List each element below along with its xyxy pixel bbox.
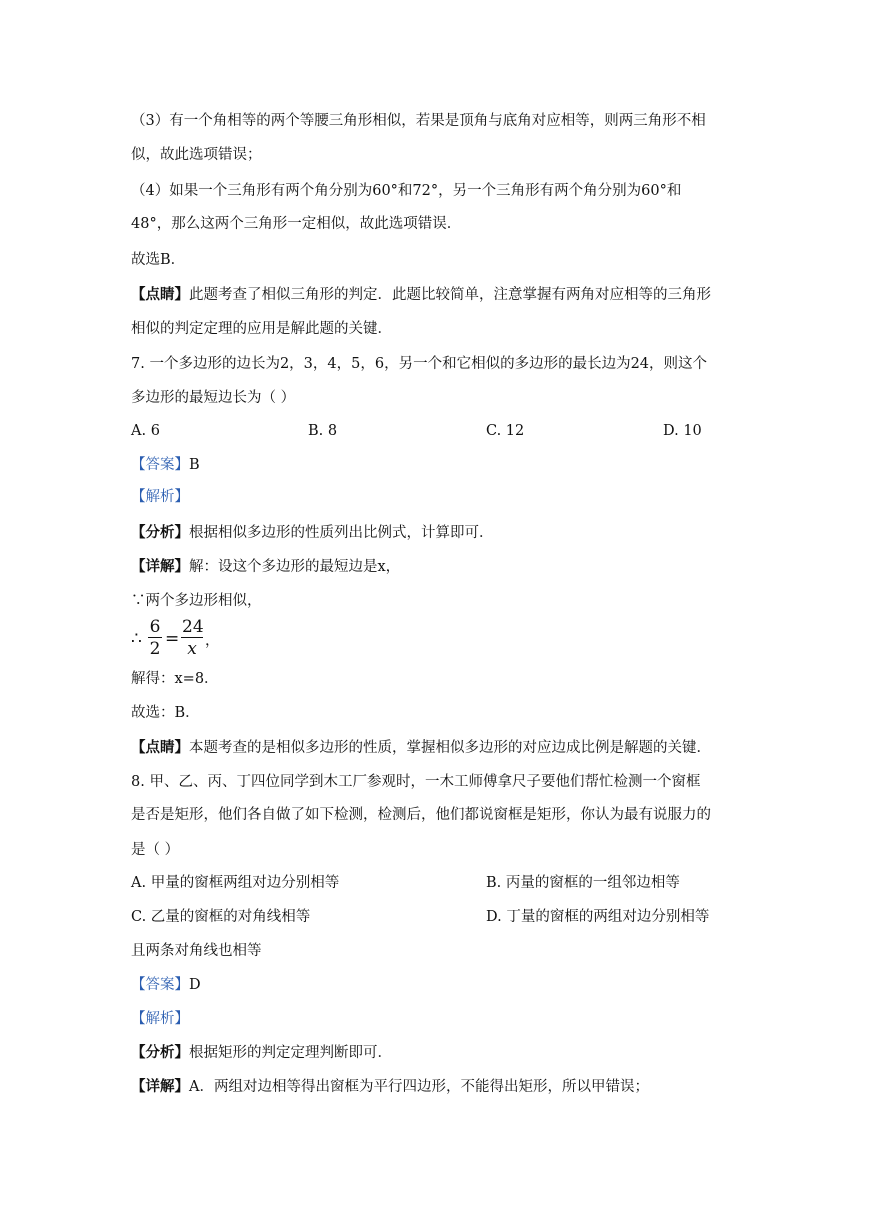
text-line: 似，故此选项错误； (131, 147, 262, 163)
answer-tag: 【答案】 (131, 977, 189, 993)
analysis-line (131, 1043, 392, 1063)
q8-option-a: A. 甲量的窗框两组对边分别相等 (131, 875, 340, 891)
question-8-text: 是（ ） (131, 842, 180, 858)
text-line: 故选B． (131, 252, 186, 268)
answer-line (131, 975, 201, 995)
answer-value: B (189, 457, 200, 473)
denominator: x (187, 639, 197, 659)
answer-value: D (189, 977, 201, 993)
analysis-tag: 【分析】 (131, 524, 189, 541)
question-8-text: 8. 甲、乙、丙、丁四位同学到木工厂参观时，一木工师傅拿尺子要他们帮忙检测一个窗框 (131, 774, 701, 790)
text-line: 相似的判定定理的应用是解此题的关键． (131, 321, 392, 337)
question-7-text: 7. 一个多边形的边长为2，3，4，5，6，另一个和它相似的多边形的最长边为24，则这个 (131, 356, 708, 372)
fraction-left (148, 617, 162, 660)
detail-text: A．两组对边相等得出窗框为平行四边形，不能得出矩形，所以甲错误； (189, 1079, 649, 1095)
text-line: 解得：x=8． (131, 671, 219, 687)
q8-option-d: D. 丁量的窗框的两组对边分别相等 (486, 909, 710, 925)
q7-option-a: A. 6 (131, 423, 160, 439)
text-line: （3）有一个角相等的两个等腰三角形相似，若果是顶角与底角对应相等，则两三角形不相 (131, 113, 706, 129)
analysis-text: 根据相似多边形的性质列出比例式，计算即可． (189, 525, 494, 541)
detail-line (131, 557, 400, 577)
comment-text: 此题考查了相似三角形的判定．此题比较简单，注意掌握有两角对应相等的三角形 (189, 287, 711, 303)
detail-tag: 【详解】 (131, 1078, 189, 1095)
answer-tag: 【答案】 (131, 457, 189, 473)
numerator: 24 (182, 617, 204, 637)
therefore-symbol: ∴ (131, 629, 142, 649)
question-8-text: 是否是矩形，他们各自做了如下检测，检测后，他们都说窗框是矩形，你认为最有说服力的 (131, 807, 711, 823)
analysis-heading: 【解析】 (131, 489, 189, 505)
analysis-tag: 【分析】 (131, 1044, 189, 1061)
text-line: 48°，那么这两个三角形一定相似，故此选项错误． (131, 216, 462, 232)
text-line: 故选：B． (131, 705, 200, 721)
q8-option-b: B. 丙量的窗框的一组邻边相等 (486, 875, 680, 891)
numerator: 6 (149, 617, 161, 637)
answer-line (131, 455, 200, 475)
analysis-text: 根据矩形的判定定理判断即可． (189, 1045, 392, 1061)
comment-line (131, 738, 711, 758)
q7-option-b: B. 8 (308, 423, 338, 439)
detail-text: 解：设这个多边形的最短边是x， (189, 559, 401, 575)
q8-option-c: C. 乙量的窗框的对角线相等 (131, 909, 311, 925)
text-line: （4）如果一个三角形有两个角分别为60°和72°，另一个三角形有两个角分别为60°和 (131, 183, 682, 199)
comment-tag: 【点睛】 (131, 286, 189, 303)
detail-line (131, 1077, 649, 1097)
detail-tag: 【详解】 (131, 558, 189, 575)
text-line: ∵两个多边形相似， (131, 593, 262, 609)
fraction-right (181, 617, 203, 660)
comment-tag: 【点睛】 (131, 739, 189, 756)
analysis-line (131, 523, 494, 543)
q7-option-c: C. 12 (486, 423, 525, 439)
comment-text: 本题考查的是相似多边形的性质，掌握相似多边形的对应边成比例是解题的关键． (189, 740, 711, 756)
question-7-text: 多边形的最短边长为（ ） (131, 390, 296, 406)
comment-line (131, 285, 711, 305)
denominator: 2 (149, 639, 161, 659)
q7-option-d: D. 10 (663, 423, 702, 439)
comma: ， (205, 633, 220, 649)
analysis-heading: 【解析】 (131, 1011, 189, 1027)
text-line: 且两条对角线也相等 (131, 943, 262, 959)
equals-sign: = (165, 629, 180, 649)
